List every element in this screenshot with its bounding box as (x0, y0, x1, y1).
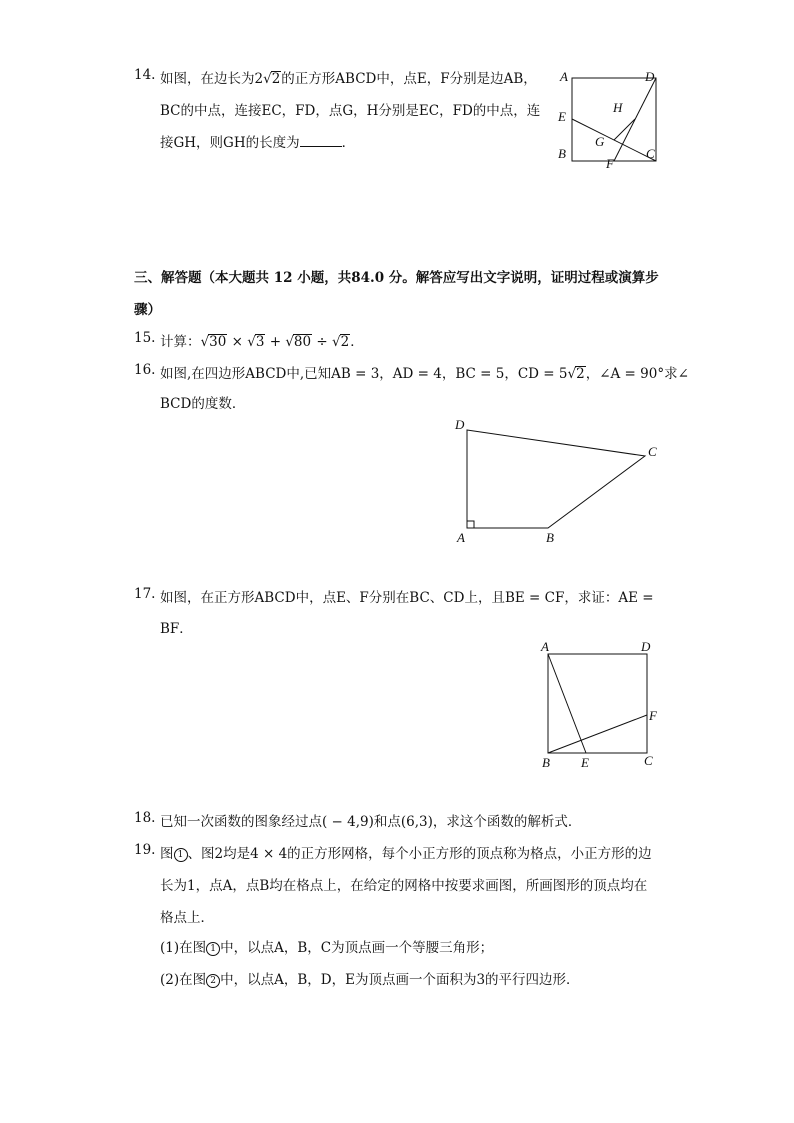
text-segment: (2)在图 (160, 972, 207, 988)
text-segment: 中，以点A，B，C为顶点画一个等腰三角形； (220, 940, 494, 956)
radicand: 2 (576, 366, 585, 382)
question-text-line: 计算：√30 × √3 + √80 ÷ √2． (160, 334, 364, 350)
question-number: 17. (134, 586, 156, 602)
text-segment: ． (350, 334, 364, 350)
question-text-line: 格点上． (160, 910, 214, 926)
text-segment: 分。解答应写出文字说明，证明过程或演算步 (388, 270, 659, 286)
question-number: 16. (134, 362, 156, 378)
label-b: B (546, 530, 554, 545)
radicand: 2 (271, 71, 281, 87)
label-c: C (644, 753, 653, 768)
text-segment: 三、解答题（本大题共 (134, 270, 269, 286)
text-segment: 的正方形ABCD中，点E，F分别是边AB， (281, 71, 537, 87)
circled-number: 2 (206, 974, 220, 988)
label-d: D (641, 639, 651, 654)
label-h: H (613, 100, 623, 115)
text-segment: ，∠A = 90°求∠ (585, 366, 689, 382)
label-d: D (645, 69, 655, 84)
label-e: E (558, 109, 566, 124)
question-subpart (160, 936, 493, 956)
right-angle-mark (467, 521, 474, 528)
question-text-line: BCD的度数． (160, 396, 246, 412)
text-segment: 如图，在边长为2 (160, 71, 264, 87)
text-segment: 84.0 (351, 270, 385, 286)
label-e: E (581, 755, 589, 770)
segment-ae (548, 654, 586, 753)
question-number: 19. (134, 842, 156, 858)
text-segment: 接GH，则GH的长度为 (160, 135, 300, 151)
square-outline (548, 654, 647, 753)
square-outline (572, 78, 656, 161)
text-segment: 12 (273, 270, 293, 286)
label-f: F (649, 708, 657, 723)
question-text-line: 长为1，点A，点B均在格点上，在给定的网格中按要求画图，所画图形的顶点均在 (160, 878, 648, 894)
label-b: B (558, 146, 566, 161)
quadrilateral-outline (467, 430, 645, 528)
text-segment: 小题，共 (297, 270, 352, 286)
figure-quadrilateral-abcd (450, 418, 670, 548)
circled-number: 1 (174, 848, 188, 862)
radicand: 2 (340, 334, 350, 350)
text-segment: ． (341, 135, 356, 151)
operator: ÷ (316, 334, 328, 350)
question-subpart (160, 968, 580, 988)
question-text-line: BF． (160, 621, 193, 637)
label-f: F (606, 156, 614, 171)
operator: + (269, 334, 282, 350)
answer-blank[interactable] (300, 146, 342, 147)
question-text-line: BC的中点，连接EC，FD，点G，H分别是EC，FD的中点，连 (160, 103, 541, 119)
segment-gh (614, 119, 635, 140)
text-segment: 如图,在四边形ABCD中,已知AB = 3，AD = 4，BC = 5，CD = 5 (160, 366, 568, 382)
question-number: 14. (134, 67, 156, 83)
label-d: D (455, 417, 465, 432)
text-segment: 计算： (160, 334, 201, 350)
circled-number: 1 (206, 942, 220, 956)
question-number: 15. (134, 330, 156, 346)
figure-square-abcd-q14 (555, 65, 675, 175)
segment-bf (548, 715, 647, 753)
section-title-line: 骤） (134, 302, 161, 318)
text-segment: (1)在图 (160, 940, 207, 956)
operator: × (231, 334, 243, 350)
radicand: 30 (209, 334, 227, 350)
question-text-line: 已知一次函数的图象经过点( − 4,9)和点(6,3)，求这个函数的解析式． (160, 814, 582, 830)
question-text-line (160, 842, 652, 862)
label-a: A (457, 530, 465, 545)
section-title-line (134, 266, 659, 286)
text-segment: 、图2均是4 × 4的正方形网格，每个小正方形的顶点称为格点，小正方形的边 (187, 846, 652, 862)
question-text-line (160, 131, 355, 151)
question-text-line: 如图，在边长为2√2的正方形ABCD中，点E，F分别是边AB， (160, 71, 537, 87)
label-c: C (646, 146, 655, 161)
label-b: B (542, 755, 550, 770)
question-number: 18. (134, 810, 156, 826)
question-text-line: 如图，在正方形ABCD中，点E、F分别在BC、CD上，且BE = CF，求证：AE = (160, 590, 654, 606)
question-text-line: 如图,在四边形ABCD中,已知AB = 3，AD = 4，BC = 5，CD = 5√2，∠A = 90°求∠ (160, 366, 689, 382)
text-segment: 图 (160, 846, 174, 862)
label-c: C (648, 444, 657, 459)
label-g: G (595, 134, 605, 149)
label-a: A (560, 69, 568, 84)
text-segment: 中，以点A，B，D，E为顶点画一个面积为3的平行四边形． (220, 972, 580, 988)
label-a: A (541, 639, 549, 654)
radicand: 80 (293, 334, 312, 350)
radicand: 3 (255, 334, 265, 350)
figure-square-abcd-q17 (535, 640, 675, 770)
